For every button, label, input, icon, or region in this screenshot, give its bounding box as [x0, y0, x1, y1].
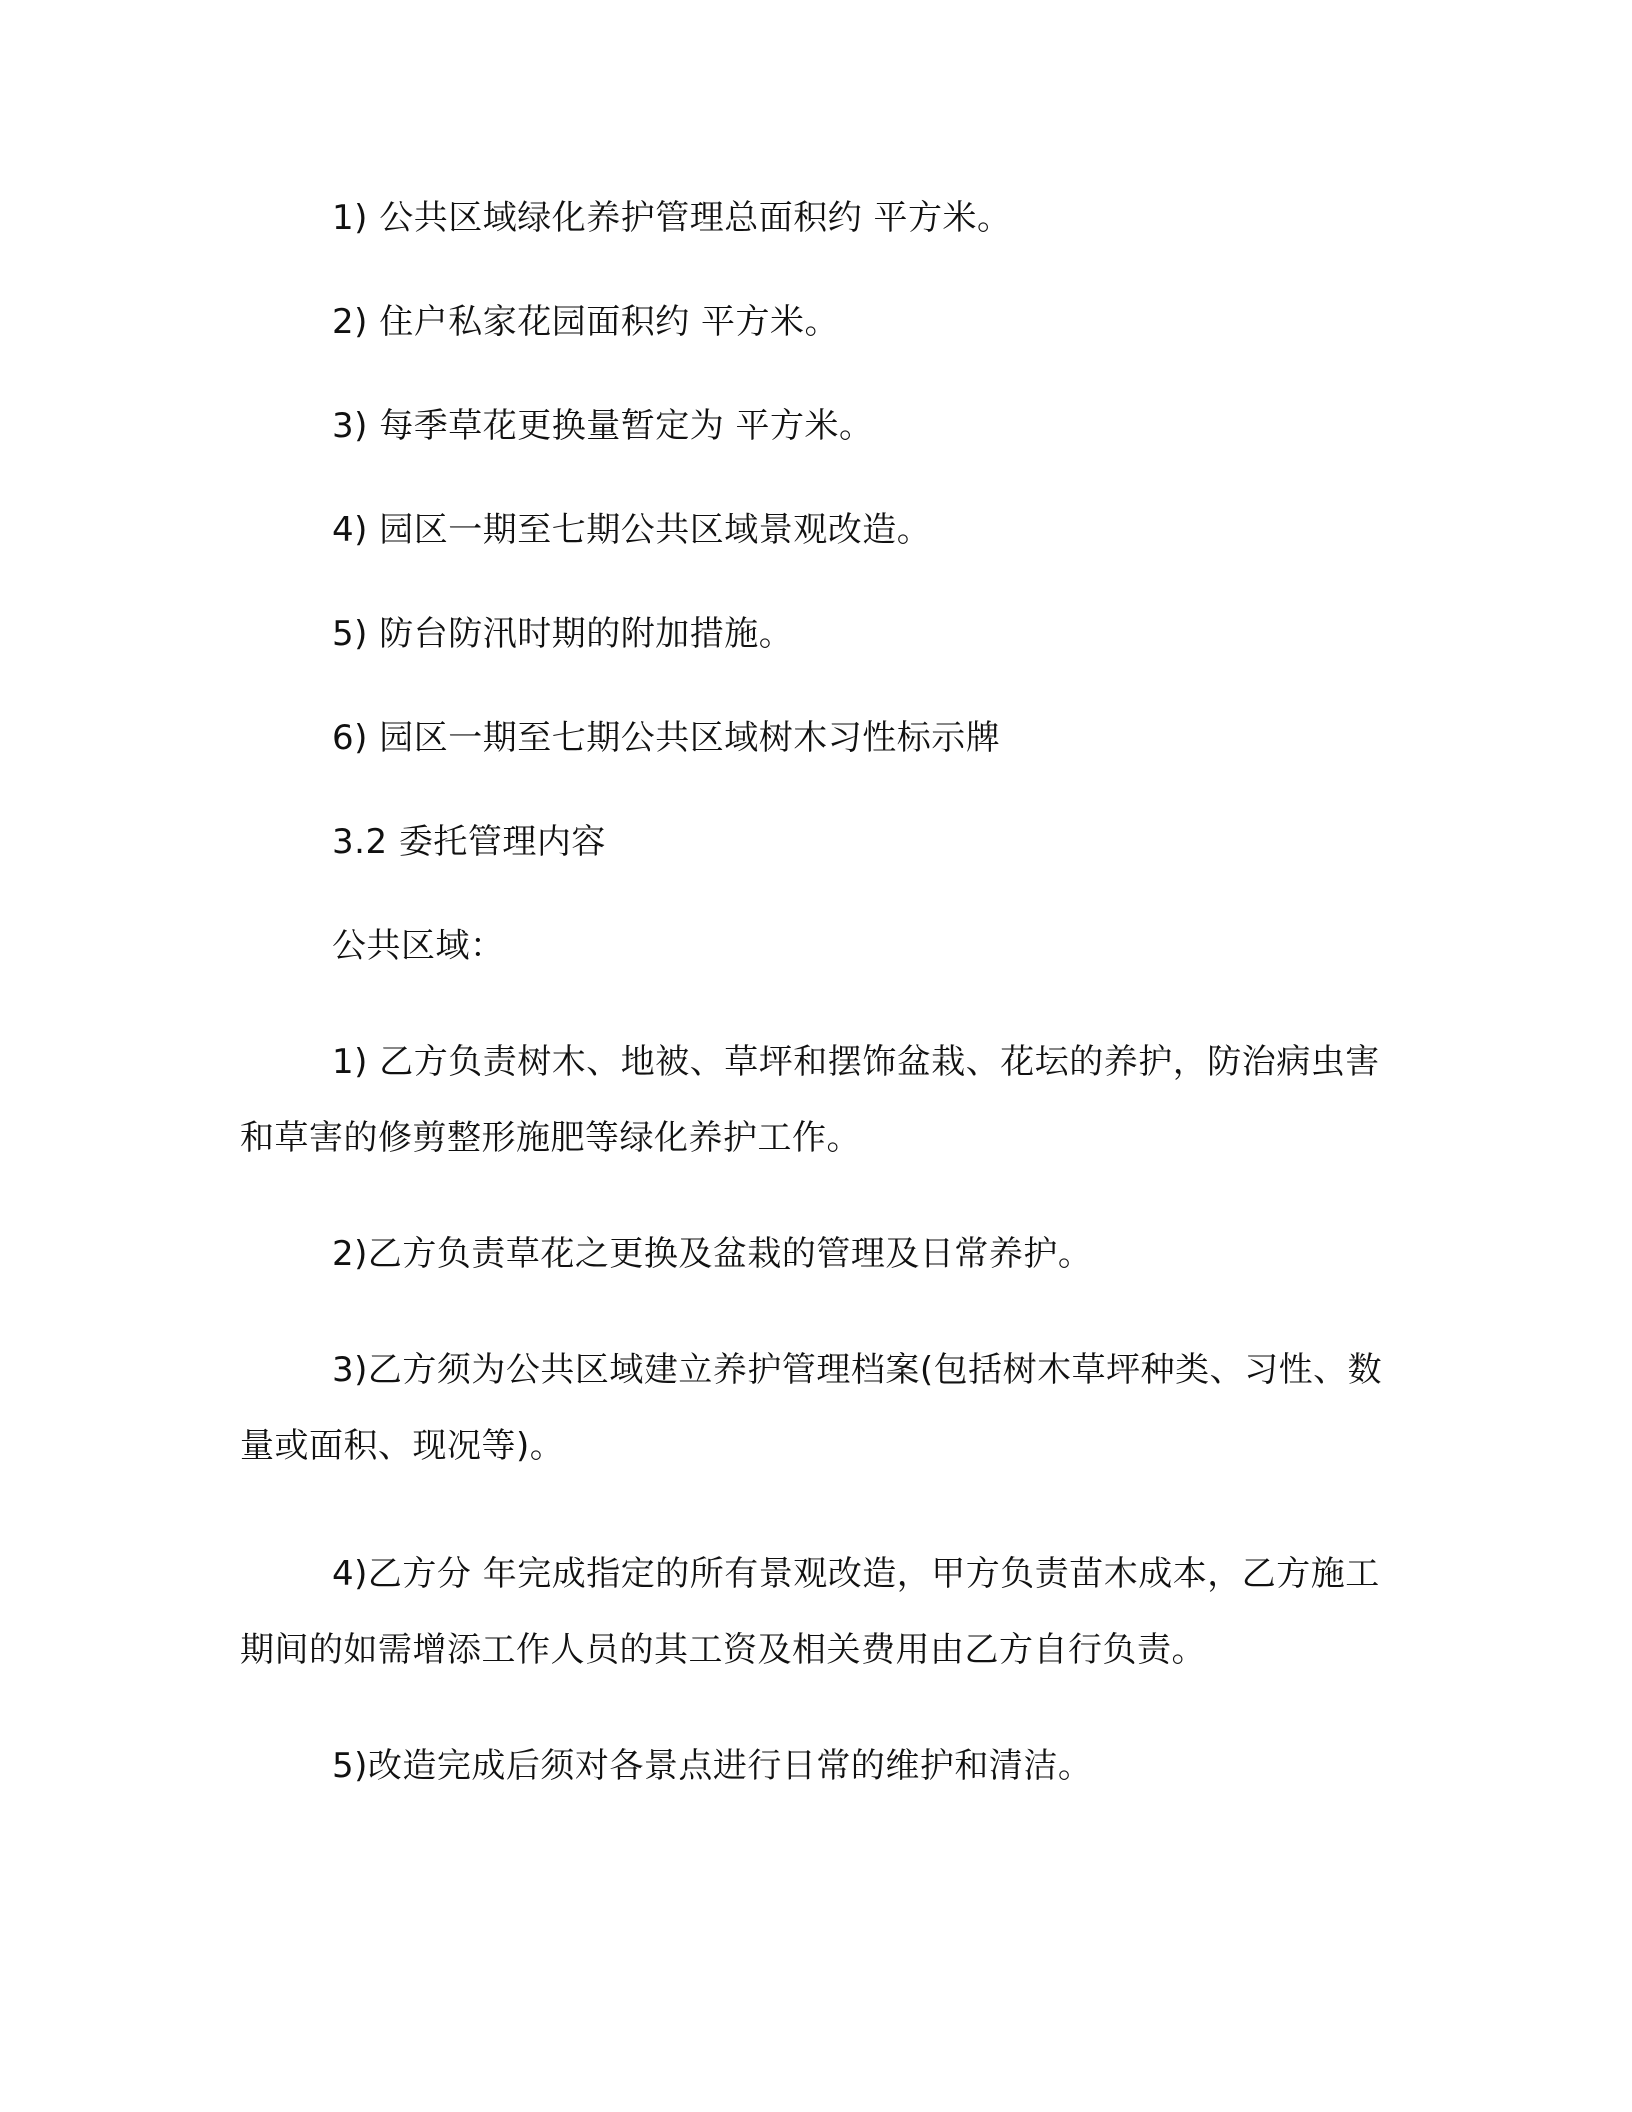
document-body [240, 192, 1408, 1844]
paragraph-flower-pot-care: 2)乙方负责草花之更换及盆栽的管理及日常养护。 [332, 1234, 1093, 1274]
paragraph-seasonal-flower-replacement: 3) 每季草花更换量暂定为 平方米。 [332, 406, 874, 446]
paragraph-private-garden-area: 2) 住户私家花园面积约 平方米。 [332, 302, 840, 342]
paragraph-landscape-renovation: 4) 园区一期至七期公共区域景观改造。 [332, 510, 932, 550]
paragraph-tree-signage: 6) 园区一期至七期公共区域树木习性标示牌 [332, 718, 1001, 758]
section-heading-management-content: 3.2 委托管理内容 [332, 822, 606, 862]
subheading-public-area: 公共区域： [332, 926, 505, 966]
paragraph-post-renovation-upkeep: 5)改造完成后须对各景点进行日常的维护和清洁。 [332, 1746, 1093, 1786]
paragraph-maintenance-duties: 1) 乙方负责树木、地被、草坪和摆饰盆栽、花坛的养护，防治病虫害和草害的修剪整形施肥等绿化养护工作。 [240, 1042, 1380, 1158]
paragraph-renovation-schedule: 4)乙方分 年完成指定的所有景观改造，甲方负责苗木成本，乙方施工期间的如需增添工作人员的其工资及相关费用由乙方自行负责。 [240, 1554, 1380, 1670]
paragraph-public-green-area: 1) 公共区域绿化养护管理总面积约 平方米。 [332, 198, 1012, 238]
paragraph-maintenance-records: 3)乙方须为公共区域建立养护管理档案(包括树木草坪种类、习性、数量或面积、现况等)。 [240, 1350, 1383, 1466]
paragraph-typhoon-flood-measures: 5) 防台防汛时期的附加措施。 [332, 614, 794, 654]
